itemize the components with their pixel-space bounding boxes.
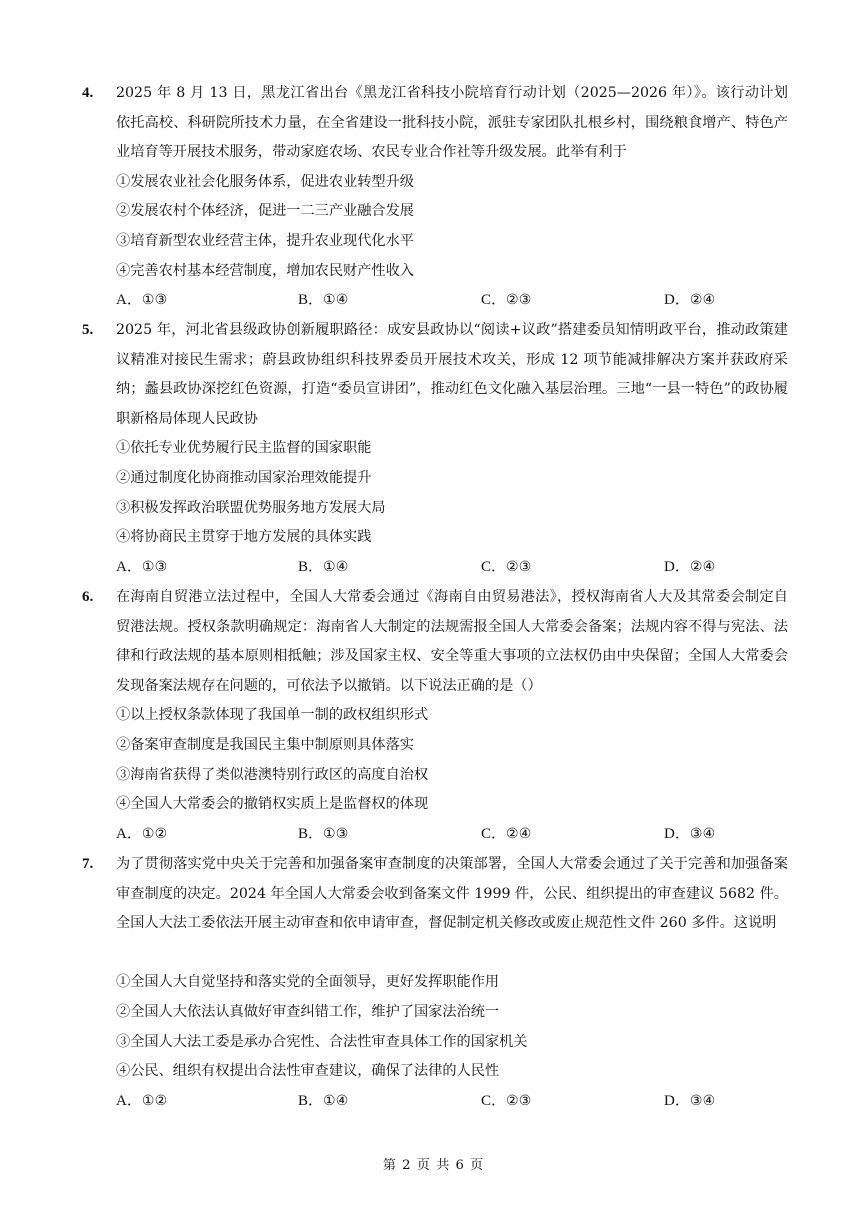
choice-value: ①③ [141,292,168,309]
choice-letter: B． [298,558,324,575]
choice-letter: D． [664,1092,690,1109]
choice-letter: B． [298,292,324,309]
choice-letter: D． [664,558,690,575]
option-3: ③积极发挥政治联盟优势服务地方发展大局 [116,499,386,516]
choice-letter: C． [481,825,507,842]
choice-letter: A． [116,292,142,309]
choice-value: ②③ [506,558,532,575]
choice-value: ②③ [506,1092,532,1109]
choice-a[interactable] [116,286,167,316]
choice-d[interactable] [664,1087,715,1117]
answer-choices [116,820,788,850]
choice-b[interactable] [298,1087,348,1117]
answer-choices [116,1087,788,1117]
page-footer: 第 2 页 共 6 页 [382,1158,485,1173]
option-4: ④完善农村基本经营制度，增加农民财产性收入 [116,262,414,279]
choice-c[interactable] [481,820,531,850]
choice-value: ①④ [323,292,349,309]
option-1: ①全国人大自觉坚持和落实党的全面领导，更好发挥职能作用 [116,974,500,991]
option-1: ①依托专业优势履行民主监督的国家职能 [116,440,372,457]
choice-letter: A． [116,1092,142,1109]
option-2: ②发展农村个体经济，促进一二三产业融合发展 [116,203,414,220]
question-stem: 2025 年 8 月 13 日，黑龙江省出台《黑龙江省科技小院培育行动计划（2025—2026 年）》。该行动计划依托高校、科研院所技术力量，在全省建设一批科技小院，派驻专家团队扎根乡村，围绕粮食增产、特色产业培育等开展技术服务，带动家庭农场、农民专业合作社等升级发展。此举有利于 [116,85,788,161]
choice-c[interactable] [481,286,531,316]
question-number: 7. [82,856,94,872]
choice-value: ②④ [689,558,716,575]
choice-letter: D． [664,825,690,842]
question-stem: 在海南自贸港立法过程中，全国人大常委会通过《海南自由贸易港法》，授权海南省人大及其常委会制定自贸港法规。授权条款明确规定：海南省人大制定的法规需报全国人大常委会备案；法规内容不得与宪法、法律和行政法规的基本原则相抵触；涉及国家主权、安全等重大事项的立法权仍由中央保留；全国人大常委会发现备案法规存在问题的，可依法予以撤销。以下说法正确的是（） [116,589,788,694]
option-3: ③海南省获得了类似港澳特别行政区的高度自治权 [116,766,429,783]
choice-c[interactable] [481,1087,531,1117]
choice-a[interactable] [116,820,167,850]
choice-letter: A． [116,825,142,842]
choice-value: ③④ [689,1092,716,1109]
choice-value: ①② [141,825,168,842]
choice-value: ①④ [323,558,349,575]
question-stem: 为了贯彻落实党中央关于完善和加强备案审查制度的决策部署，全国人大常委会通过了关于完善和加强备案审查制度的决定。2024 年全国人大常委会收到备案文件 1999 件，公民、组织提出的审查建议 5682 件。全国人大法工委依法开展主动审查和依申请审查，督促制定机关修改或废止规范性文件 260 多件。这说明 [116,856,788,932]
option-2: ②通过制度化协商推动国家治理效能提升 [116,470,372,486]
answer-choices [116,553,788,583]
choice-b[interactable] [298,820,348,850]
answer-choices [116,286,788,316]
choice-value: ①③ [323,825,349,842]
option-1: ①发展农业社会化服务体系，促进农业转型升级 [116,173,414,190]
choice-b[interactable] [298,286,348,316]
option-4: ④全国人大常委会的撤销权实质上是监督权的体现 [116,796,429,813]
question-stem: 2025 年，河北省县级政协创新履职路径：成安县政协以“阅读+议政”搭建委员知情明政平台，推动政策建议精准对接民生需求；蔚县政协组织科技界委员开展技术攻关，形成 12 项节能减排解决方案并获政府采纳；蠡县政协深挖红色资源，打造“委员宣讲团”，推动红色文化融入基层治理。三地“一县一特色”的政协履职新格局体现人民政协 [116,322,788,427]
choice-value: ②④ [689,292,716,309]
choice-c[interactable] [481,553,531,583]
option-1: ①以上授权条款体现了我国单一制的政权组织形式 [116,707,429,724]
option-2: ②备案审查制度是我国民主集中制原则具体落实 [116,737,414,753]
choice-letter: C． [481,292,507,309]
choice-letter: B． [298,1092,324,1109]
choice-letter: A． [116,558,142,575]
choice-letter: C． [481,558,507,575]
choice-value: ①④ [323,1092,349,1109]
choice-letter: B． [298,825,324,842]
choice-d[interactable] [664,553,715,583]
choice-d[interactable] [664,286,715,316]
question-number: 4. [82,85,94,101]
choice-a[interactable] [116,553,167,583]
choice-value: ①③ [141,558,168,575]
choice-a[interactable] [116,1087,167,1117]
choice-letter: C． [481,1092,507,1109]
choice-value: ②③ [506,292,532,309]
question-number: 6. [82,589,94,605]
option-2: ②全国人大依法认真做好审查纠错工作，维护了国家法治统一 [116,1004,500,1020]
choice-value: ③④ [689,825,716,842]
option-3: ③培育新型农业经营主体，提升农业现代化水平 [116,233,414,249]
question-number: 5. [82,322,94,338]
choice-value: ①② [141,1092,168,1109]
choice-letter: D． [664,292,690,309]
option-4: ④将协商民主贯穿于地方发展的具体实践 [116,529,372,546]
choice-d[interactable] [664,820,715,850]
option-4: ④公民、组织有权提出合法性审查建议，确保了法律的人民性 [116,1063,500,1080]
option-3: ③全国人大法工委是承办合宪性、合法性审查具体工作的国家机关 [116,1033,528,1050]
choice-b[interactable] [298,553,348,583]
choice-value: ②④ [506,825,532,842]
